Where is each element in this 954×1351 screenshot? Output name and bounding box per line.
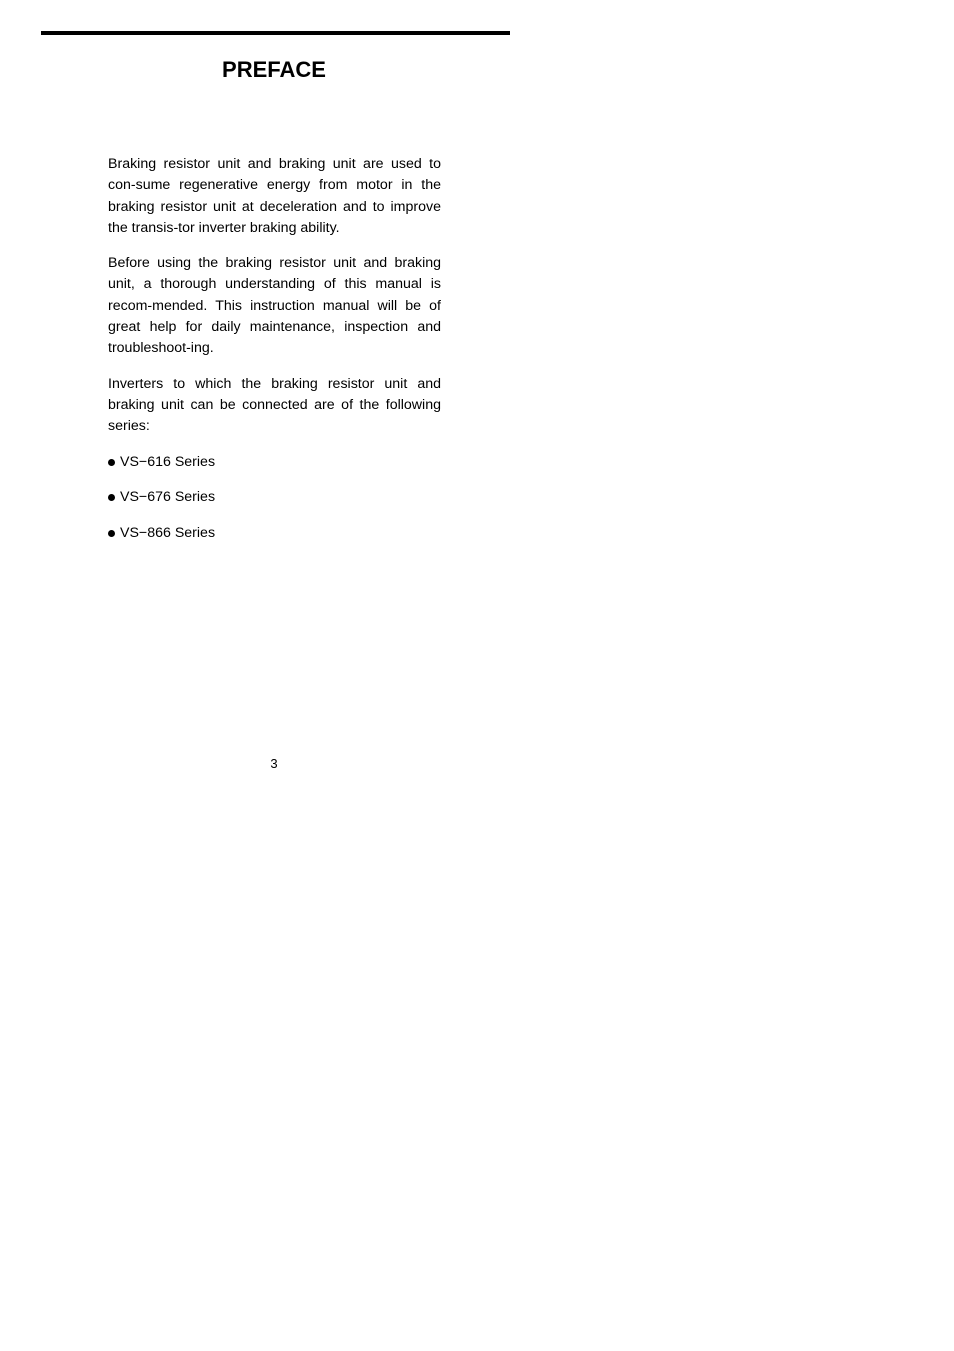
bullet-icon bbox=[108, 530, 115, 537]
paragraph-inverter-series: Inverters to which the braking resistor unit and braking unit can be connected are of the following series: bbox=[108, 375, 441, 435]
preface-body bbox=[108, 154, 441, 558]
bullet-icon bbox=[108, 494, 115, 501]
list-item bbox=[108, 452, 441, 473]
series-label: VS−616 Series bbox=[120, 453, 216, 470]
paragraph-manual-advice: Before using the braking resistor unit and braking unit, a thorough understanding of this manual is recom-mended. This instruction manual will be of great help for daily maintenance, inspection and troubleshoot-ing. bbox=[108, 255, 441, 357]
page-title: PREFACE bbox=[222, 57, 326, 82]
paragraph-intro: Braking resistor unit and braking unit are used to con-sume regenerative energy from motor in the braking resistor unit at deceleration and to improve the transis-tor inverter braking ability. bbox=[108, 156, 441, 236]
header-rule bbox=[41, 31, 510, 35]
list-item bbox=[108, 523, 441, 544]
series-label: VS−866 Series bbox=[120, 524, 216, 541]
bullet-icon bbox=[108, 459, 115, 466]
list-item bbox=[108, 487, 441, 508]
page-number: 3 bbox=[270, 756, 278, 771]
inverter-series-list bbox=[108, 452, 441, 544]
series-label: VS−676 Series bbox=[120, 489, 216, 506]
